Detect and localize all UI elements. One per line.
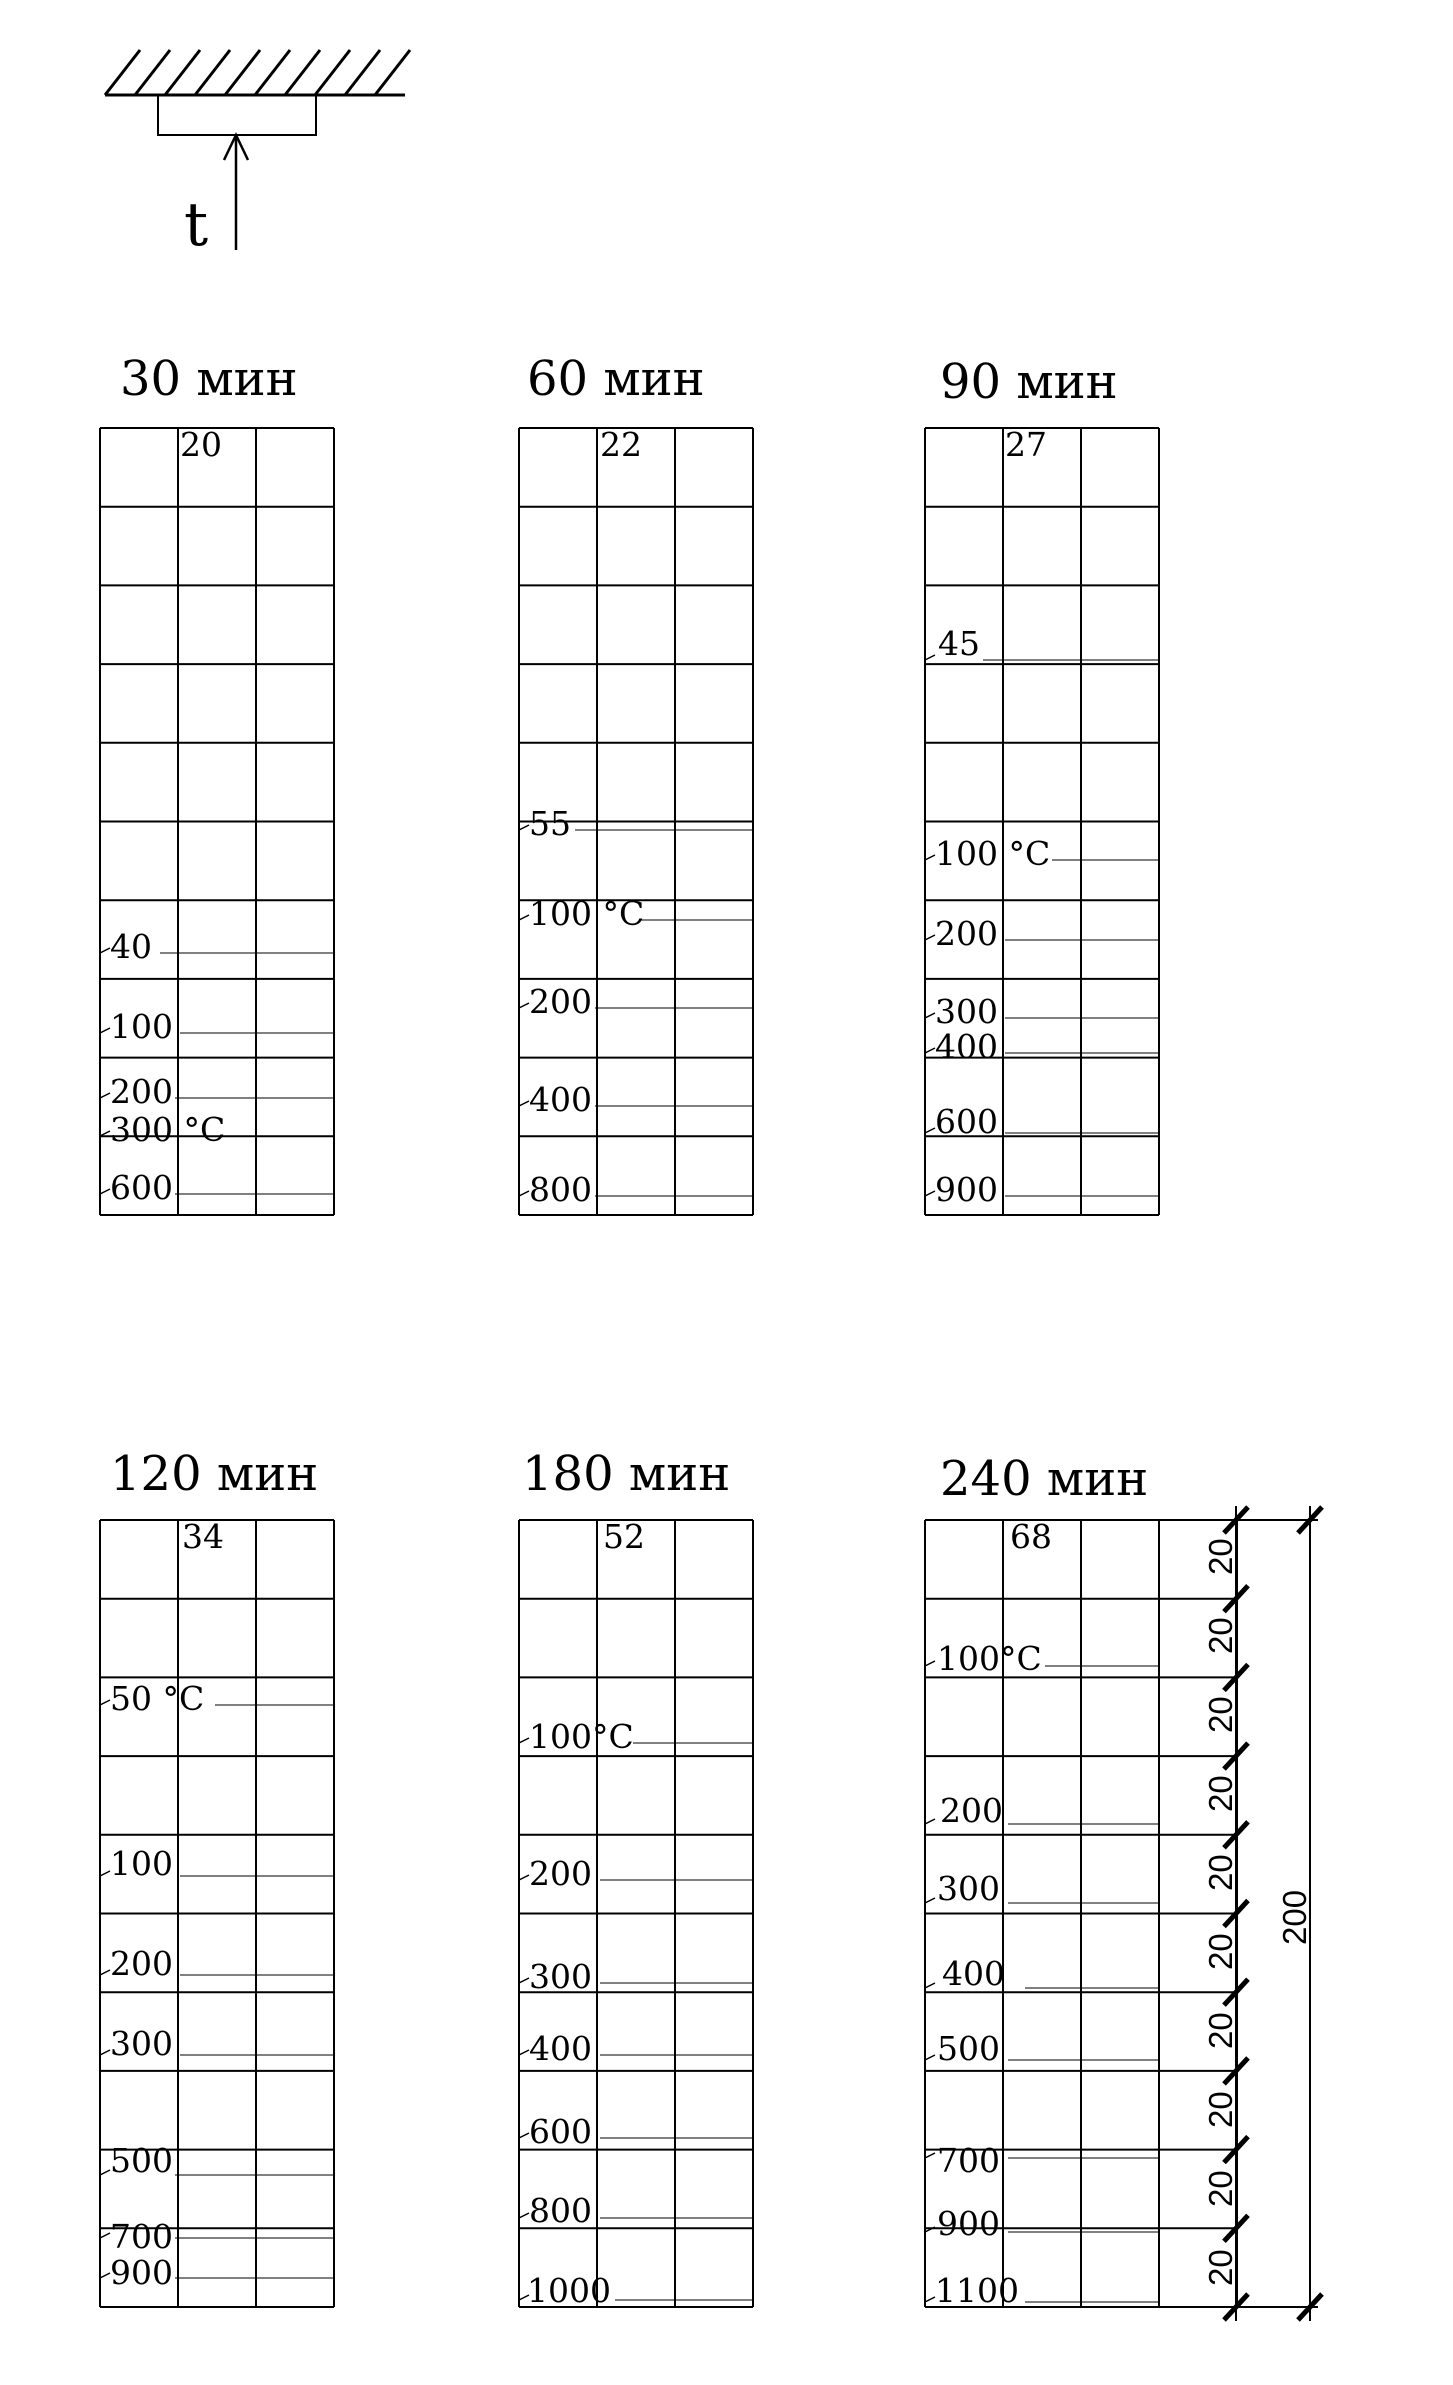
heat-label: t <box>184 190 209 260</box>
isotherm-45 <box>925 624 1160 663</box>
isotherm-400 <box>925 1954 1160 1993</box>
isotherm-400 <box>925 1027 1160 1066</box>
isotherm-label: 300 <box>529 1957 592 1996</box>
panel-title: 120 мин <box>110 1446 319 1502</box>
isotherm-label: 900 <box>935 1170 998 1209</box>
isotherm-50 <box>100 1679 333 1718</box>
dimension-segment-label: 20 <box>1202 2012 1239 2049</box>
isotherm-55 <box>519 804 752 843</box>
isotherm-label: 100 °C <box>935 834 1051 873</box>
dimension-labels <box>1202 1538 1313 2286</box>
isotherm-label: 300 <box>935 992 998 1031</box>
slab-section-sketch <box>158 95 316 135</box>
isotherm-label: 200 <box>529 1854 592 1893</box>
panel-title: 180 мин <box>522 1446 731 1502</box>
isotherm-800 <box>519 2191 752 2230</box>
panel-top-value: 22 <box>600 425 642 464</box>
panel-120min <box>100 1446 334 2307</box>
panel-title: 240 мин <box>940 1451 1149 1507</box>
isotherm-label: 600 <box>935 1102 998 1141</box>
isotherm-600 <box>519 2112 752 2151</box>
dimension-segment-label: 20 <box>1202 1933 1239 1970</box>
isotherm-label: 600 <box>110 1168 173 1207</box>
isotherm-label: 900 <box>937 2204 1000 2243</box>
isotherm-label: 300 <box>110 2024 173 2063</box>
isotherm-label: 200 <box>935 914 998 953</box>
isotherm-label: 800 <box>529 2191 592 2230</box>
isotherm-label: 50 °C <box>110 1679 205 1718</box>
isotherm-label: 300 <box>937 1869 1000 1908</box>
panel-60min <box>519 351 753 1215</box>
isotherm-label: 900 <box>110 2253 173 2292</box>
isotherm-label: 700 <box>937 2141 1000 2180</box>
isotherm-label: 500 <box>937 2029 1000 2068</box>
dimension-segment-label: 20 <box>1202 1696 1239 1733</box>
support-sketch <box>105 50 410 260</box>
isotherm-label: 700 <box>110 2217 173 2256</box>
panel-90min <box>925 354 1160 1215</box>
isotherm-500 <box>100 2141 333 2180</box>
isotherm-1100 <box>925 2271 1160 2310</box>
isotherm-300 <box>100 1110 333 1149</box>
isotherm-700 <box>100 2217 333 2256</box>
panel-240min <box>925 1451 1322 2321</box>
isotherm-label: 200 <box>529 982 592 1021</box>
isotherm-label: 300 °C <box>110 1110 226 1149</box>
panel-title: 60 мин <box>527 351 705 407</box>
isotherm-label: 55 <box>529 804 571 843</box>
isotherm-40 <box>100 927 333 966</box>
dimension-total-label: 200 <box>1276 1889 1313 1945</box>
panel-30min <box>100 351 334 1215</box>
isotherm-label: 200 <box>940 1791 1003 1830</box>
dimension-segment-label: 20 <box>1202 2170 1239 2207</box>
isotherm-200 <box>925 1791 1160 1830</box>
panel-top-value: 27 <box>1005 425 1047 464</box>
isotherm-label: 400 <box>529 2029 592 2068</box>
isotherm-100 <box>100 1007 333 1046</box>
isotherm-label: 200 <box>110 1944 173 1983</box>
isotherm-label: 200 <box>110 1072 173 1111</box>
isotherm-label: 100 <box>110 1007 173 1046</box>
dimension-segment-label: 20 <box>1202 1854 1239 1891</box>
isotherm-600 <box>100 1168 333 1207</box>
isotherm-600 <box>925 1102 1160 1141</box>
panel-title: 90 мин <box>940 354 1118 410</box>
isotherm-900 <box>925 1170 1160 1209</box>
isotherm-200 <box>100 1072 333 1111</box>
isotherm-100 <box>925 1639 1160 1678</box>
isotherm-1000 <box>519 2271 752 2310</box>
isotherm-label: 400 <box>935 1027 998 1066</box>
isotherm-200 <box>925 914 1160 953</box>
isotherm-100 <box>925 834 1160 873</box>
dimension-segment-label: 20 <box>1202 1617 1239 1654</box>
panel-top-value: 52 <box>603 1517 645 1556</box>
panel-top-value: 68 <box>1010 1517 1052 1556</box>
dimension-segment-label: 20 <box>1202 2249 1239 2286</box>
isotherm-200 <box>519 982 752 1021</box>
isotherm-300 <box>519 1957 752 1996</box>
isotherm-label: 800 <box>529 1170 592 1209</box>
panel-180min <box>519 1446 753 2310</box>
isotherm-label: 600 <box>529 2112 592 2151</box>
isotherm-label: 400 <box>529 1080 592 1119</box>
isotherm-label: 100 °C <box>529 894 645 933</box>
panel-title: 30 мин <box>120 351 298 407</box>
isotherm-label: 100 <box>110 1844 173 1883</box>
dimension-segment-label: 20 <box>1202 2091 1239 2128</box>
isotherm-200 <box>519 1854 752 1893</box>
isotherm-label: 1000 <box>527 2271 611 2310</box>
panel-grid <box>925 428 1159 1215</box>
isotherm-200 <box>100 1944 333 1983</box>
isotherm-300 <box>925 992 1160 1031</box>
isotherm-300 <box>100 2024 333 2063</box>
isotherm-900 <box>100 2253 333 2292</box>
isotherm-400 <box>519 2029 752 2068</box>
dimension-segment-label: 20 <box>1202 1775 1239 1812</box>
isotherm-800 <box>519 1170 752 1209</box>
isotherm-label: 400 <box>942 1954 1005 1993</box>
isotherm-label: 500 <box>110 2141 173 2180</box>
ceiling-hatching <box>105 50 410 95</box>
isotherm-700 <box>925 2141 1160 2180</box>
isotherm-label: 45 <box>938 624 980 663</box>
isotherm-label: 100°C <box>529 1717 634 1756</box>
panel-top-value: 34 <box>182 1517 224 1556</box>
isotherm-label: 100°C <box>937 1639 1042 1678</box>
isotherm-100 <box>100 1844 333 1883</box>
panel-top-value: 20 <box>180 425 222 464</box>
dimension-segment-label: 20 <box>1202 1538 1239 1575</box>
isotherm-label: 40 <box>110 927 152 966</box>
isotherm-100 <box>519 1717 752 1756</box>
isotherm-900 <box>925 2204 1160 2243</box>
isotherm-300 <box>925 1869 1160 1908</box>
isotherm-label: 1100 <box>935 2271 1019 2310</box>
isotherm-400 <box>519 1080 752 1119</box>
isotherm-500 <box>925 2029 1160 2068</box>
panel-grid <box>100 1520 334 2307</box>
panel-grid <box>519 1520 753 2307</box>
